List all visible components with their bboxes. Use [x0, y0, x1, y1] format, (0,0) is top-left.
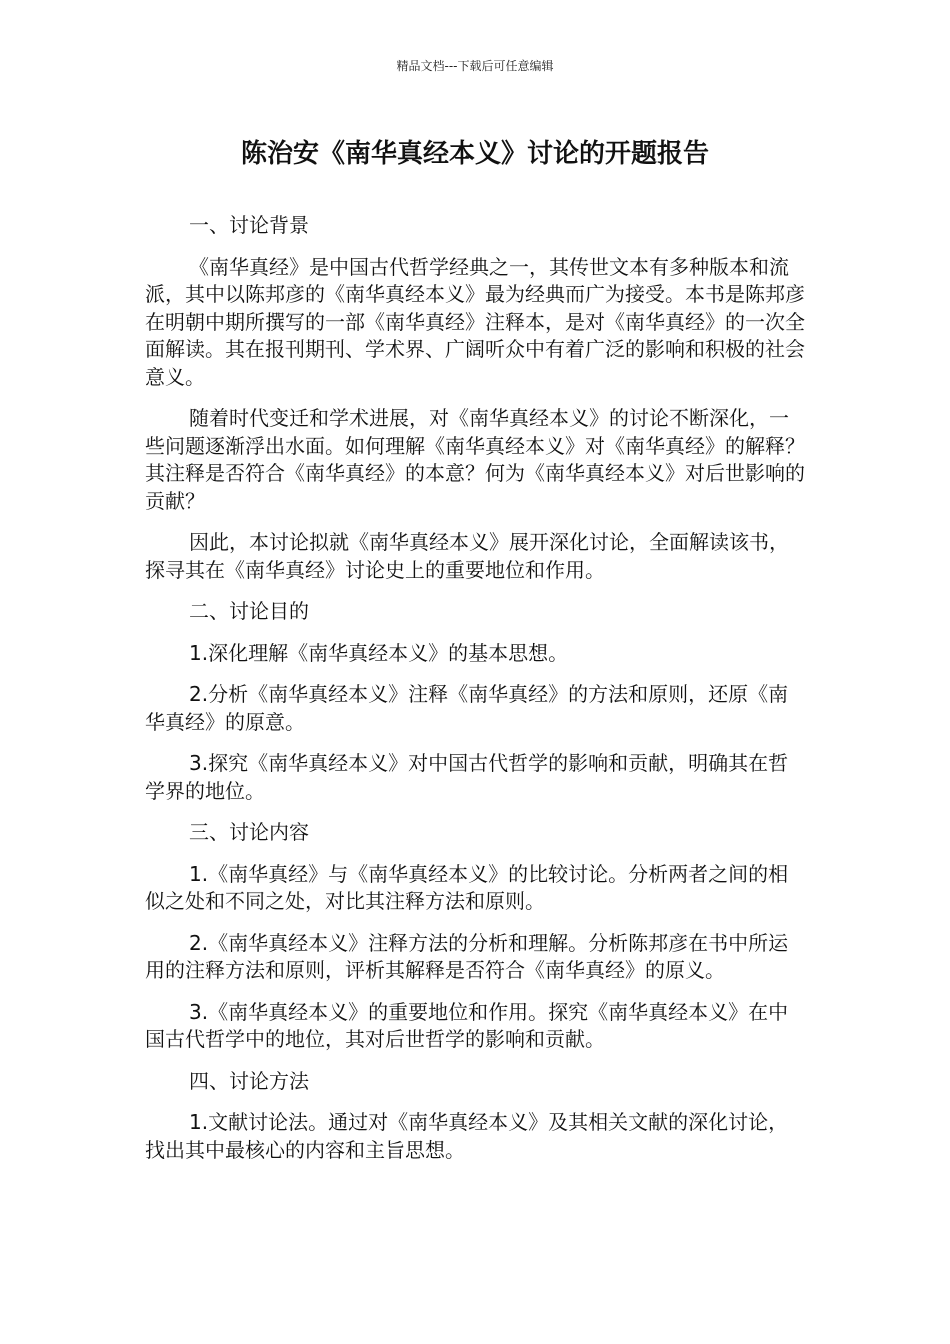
section-heading: 一、讨论背景 — [189, 213, 309, 237]
list-item: 3.《南华真经本义》的重要地位和作用。探究《南华真经本义》在中国古代哲学中的地位，其对后世哲学的影响和贡献。 — [145, 999, 789, 1051]
document-body — [145, 212, 805, 1178]
list-item: 2.《南华真经本义》注释方法的分析和理解。分析陈邦彦在书中所运用的注释方法和原则，评析其解释是否符合《南华真经》的原义。 — [145, 930, 789, 982]
list-item: 2.分析《南华真经本义》注释《南华真经》的方法和原则，还原《南华真经》的原意。 — [145, 682, 789, 734]
list-item: 3.探究《南华真经本义》对中国古代哲学的影响和贡献，明确其在哲学界的地位。 — [145, 751, 789, 803]
list-item: 1.《南华真经》与《南华真经本义》的比较讨论。分析两者之间的相似之处和不同之处，对比其注释方法和原则。 — [145, 861, 789, 913]
section-content — [145, 819, 805, 1054]
section-method — [145, 1068, 805, 1165]
paragraph: 随着时代变迁和学术进展，对《南华真经本义》的讨论不断深化，一些问题逐渐浮出水面。如何理解《南华真经本义》对《南华真经》的解释？其注释是否符合《南华真经》的本意？何为《南华真经本义》对后世影响的贡献？ — [145, 406, 805, 513]
section-heading: 三、讨论内容 — [189, 820, 309, 844]
paragraph: 《南华真经》是中国古代哲学经典之一，其传世文本有多种版本和流派，其中以陈邦彦的《南华真经本义》最为经典而广为接受。本书是陈邦彦在明朝中期所撰写的一部《南华真经》注释本，是对《南华真经》的一次全面解读。其在报刊期刊、学术界、广阔听众中有着广泛的影响和积极的社会意义。 — [145, 254, 805, 389]
section-background — [145, 212, 805, 584]
list-item: 1.深化理解《南华真经本义》的基本思想。 — [189, 640, 569, 665]
section-heading: 四、讨论方法 — [189, 1068, 309, 1093]
list-item: 1.文献讨论法。通过对《南华真经本义》及其相关文献的深化讨论，找出其中最核心的内容和主旨思想。 — [145, 1110, 789, 1162]
header-note: 精品文档---下载后可任意编辑 — [396, 59, 554, 73]
document-title: 陈治安《南华真经本义》讨论的开题报告 — [240, 139, 709, 169]
section-purpose — [145, 598, 805, 805]
paragraph: 因此，本讨论拟就《南华真经本义》展开深化讨论，全面解读该书，探寻其在《南华真经》讨论史上的重要地位和作用。 — [145, 530, 789, 582]
section-heading: 二、讨论目的 — [189, 599, 309, 623]
